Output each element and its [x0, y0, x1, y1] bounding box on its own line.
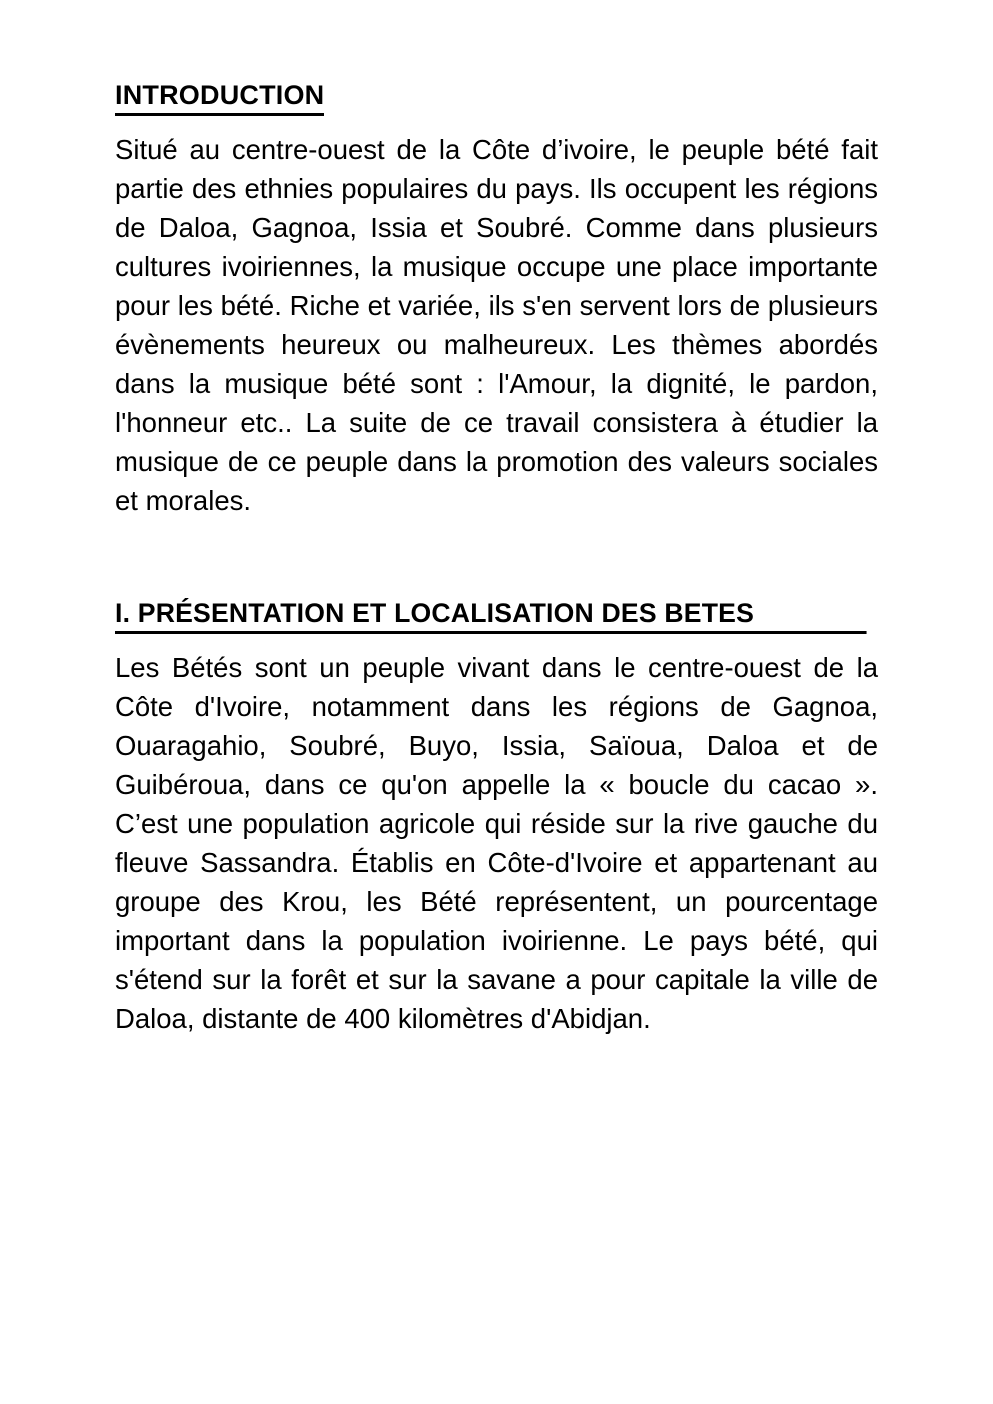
paragraph-presentation: Les Bétés sont un peuple vivant dans le centre-ouest de la Côte d'Ivoire, notamment dans les régions de Gagnoa, Ouaragahio, Soubré, Buyo, Issia, Saïoua, Daloa et de Guibéroua, dans ce qu'on appelle la « boucle du cacao ». C’est une population agricole qui réside sur la rive gauche du fleuve Sassandra. Établis en Côte-d'Ivoire et appartenant au groupe des Krou, les Bété représentent, un pourcentage important dans la population ivoirienne. Le pays bété, qui s'étend sur la forêt et sur la savane a pour capitale la ville de Daloa, distante de 400 kilomètres d'Abidjan. — [115, 652, 878, 1034]
spacer-after-heading-2 — [115, 634, 878, 648]
section-heading-introduction — [115, 78, 878, 116]
section-heading-presentation-text: I. PRÉSENTATION ET LOCALISATION DES BETES — [115, 596, 867, 634]
spacer-before-heading-2 — [115, 520, 878, 596]
paragraph-introduction: Situé au centre-ouest de la Côte d’ivoire, le peuple bété fait partie des ethnies populaires du pays. Ils occupent les régions de Daloa, Gagnoa, Issia et Soubré. Comme dans plusieurs cultures ivoiriennes, la musique occupe une place importante pour les bété. Riche et variée, ils s'en servent lors de plusieurs évènements heureux ou malheureux. Les thèmes abordés dans la musique bété sont : l'Amour, la dignité, le pardon, l'honneur etc.. La suite de ce travail consistera à étudier la musique de ce peuple dans la promotion des valeurs sociales et morales. — [115, 134, 878, 516]
document-content — [115, 78, 878, 1038]
spacer-after-heading-1 — [115, 116, 878, 130]
section-heading-presentation — [115, 596, 878, 634]
section-heading-introduction-text: INTRODUCTION — [115, 78, 324, 116]
